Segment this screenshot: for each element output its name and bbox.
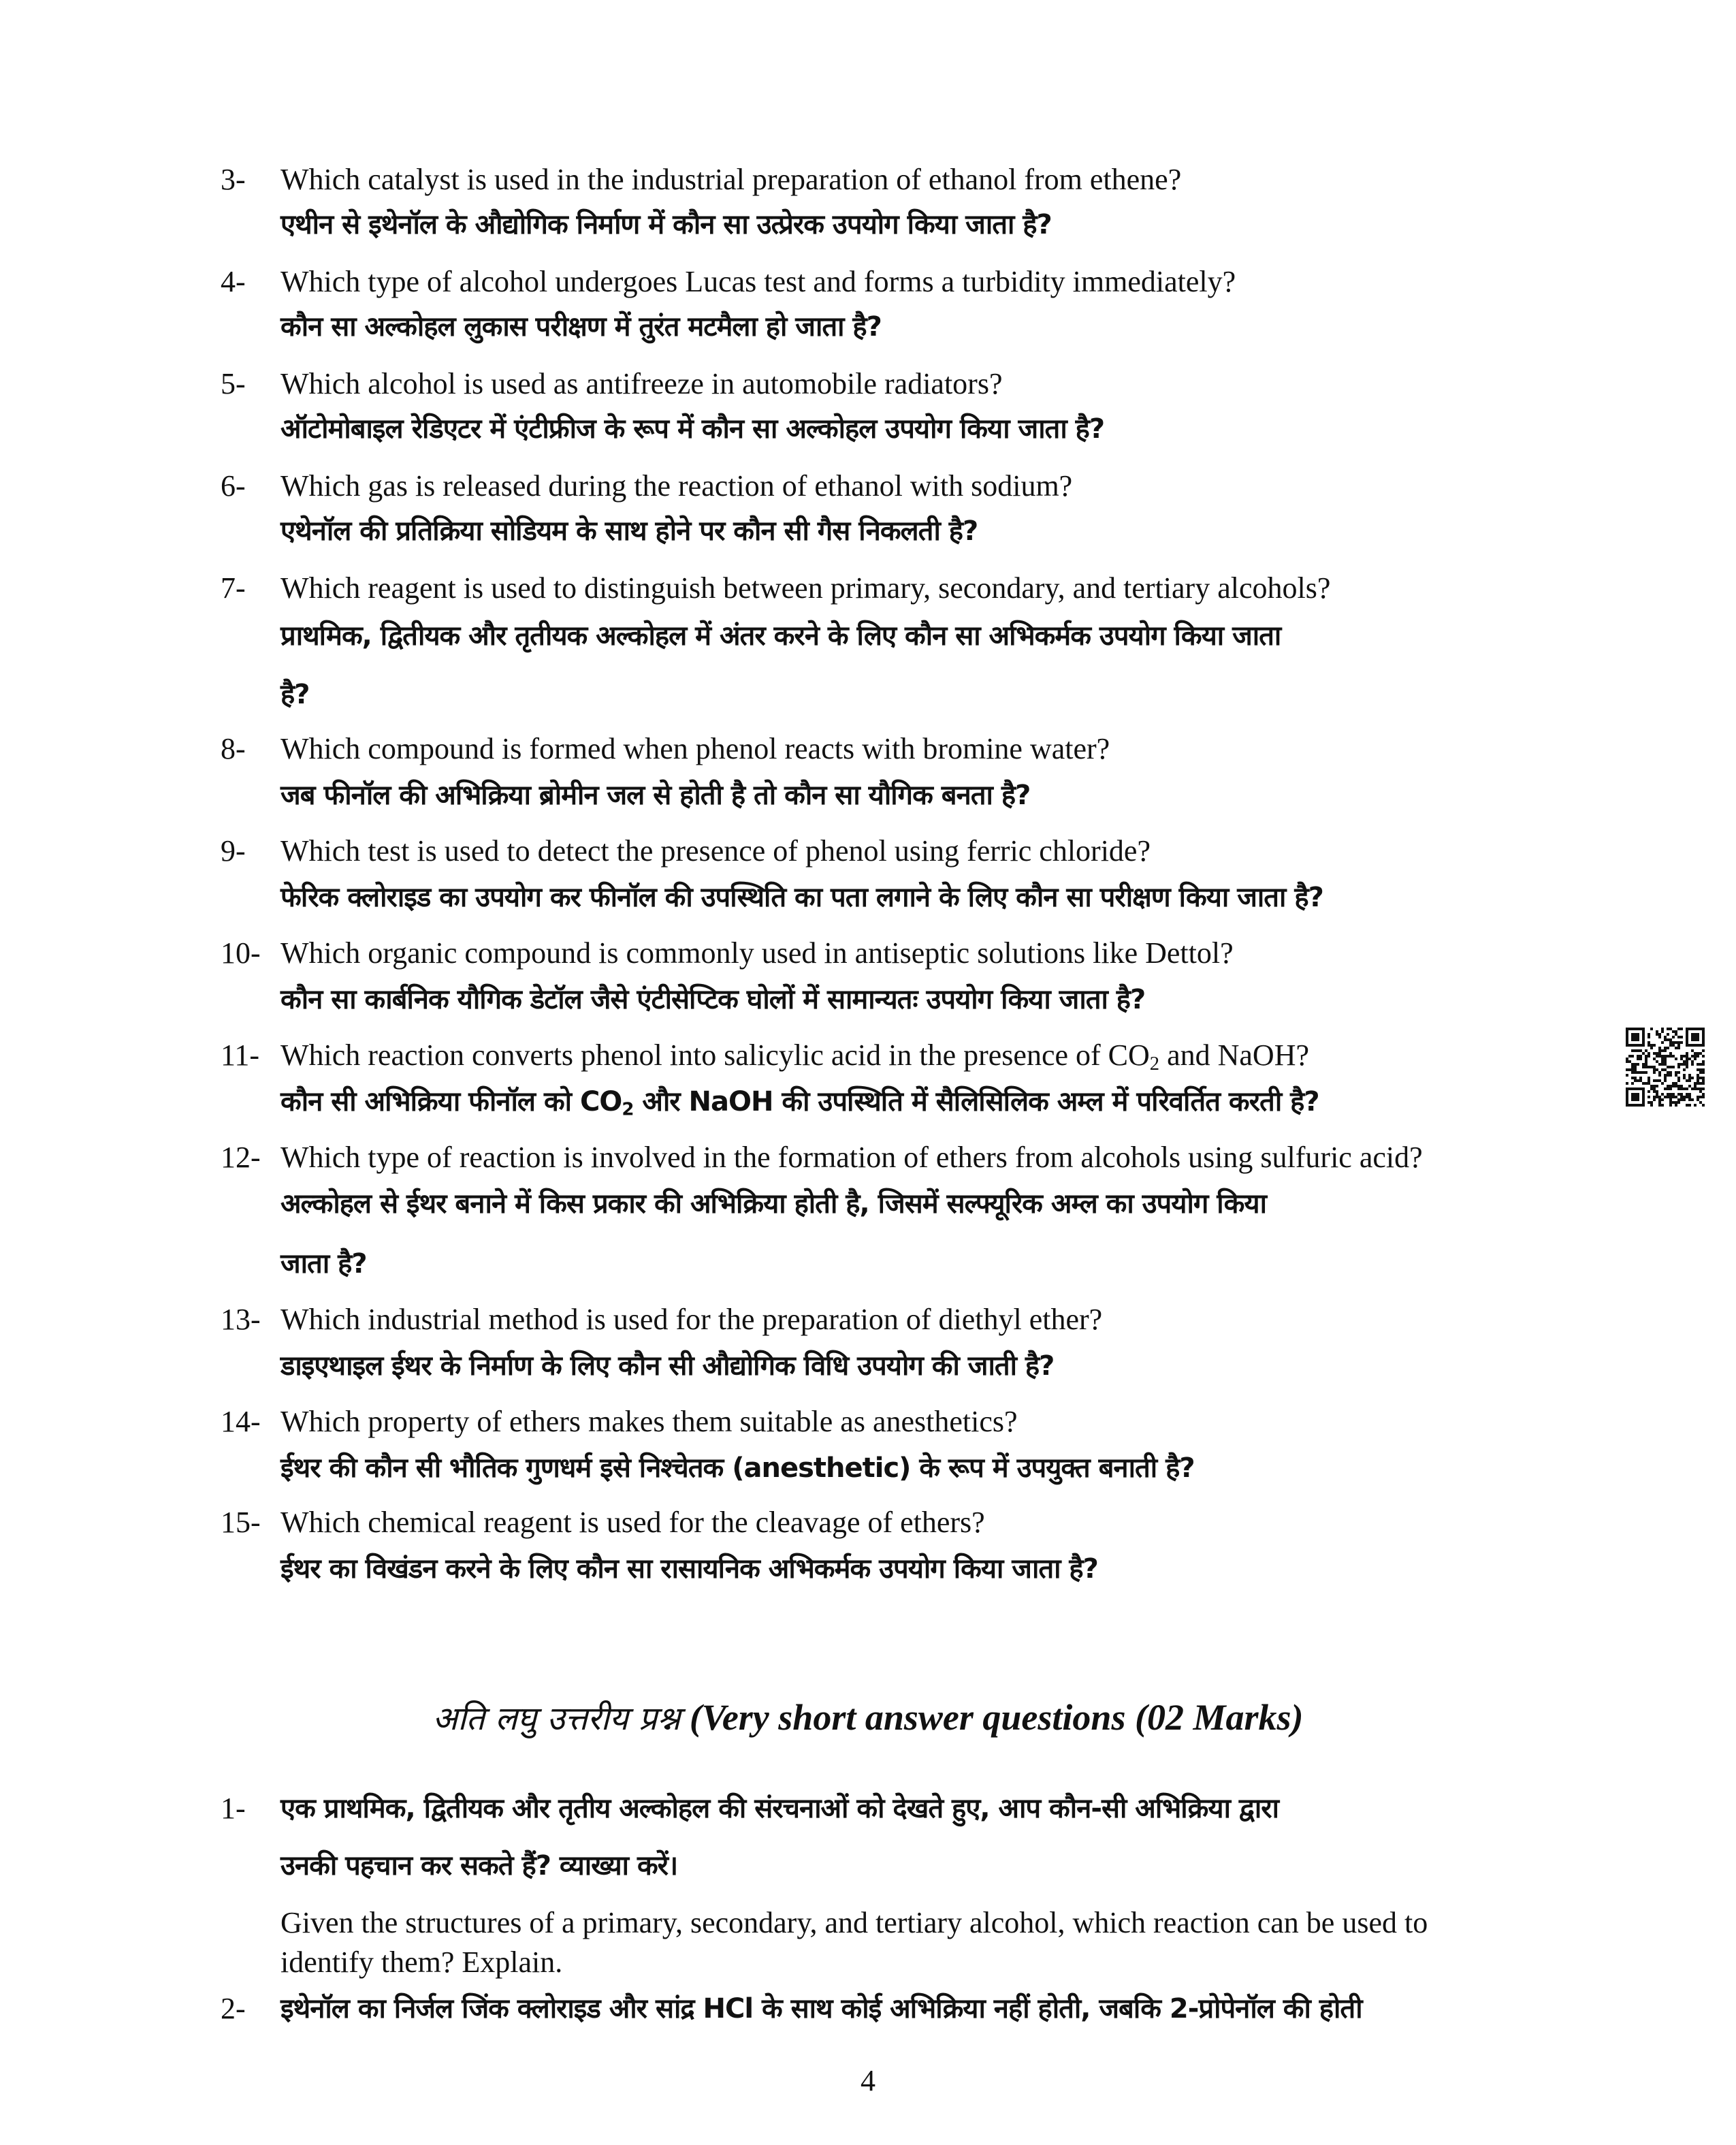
qr-code-icon xyxy=(1626,1027,1705,1107)
question-english: Which property of ethers makes them suitable as anesthetics? xyxy=(280,1405,1018,1438)
question-number: 9- xyxy=(221,834,246,868)
question-english: Which alcohol is used as antifreeze in automobile radiators? xyxy=(280,367,1003,400)
section-heading-hindi: अति लघु उत्तरीय प्रश्न xyxy=(432,1700,681,1738)
question-number: 11- xyxy=(221,1038,260,1072)
question-hindi: है? xyxy=(280,679,310,710)
question-number: 3- xyxy=(221,163,246,196)
question-english: Which test is used to detect the presence of phenol using ferric chloride? xyxy=(280,834,1151,868)
short-question-hindi: उनकी पहचान कर सकते हैं? व्याख्या करें। xyxy=(280,1850,678,1881)
short-question-number: 1- xyxy=(221,1792,246,1825)
short-question-english: Given the structures of a primary, secondary, and tertiary alcohol, which reaction can be used to xyxy=(280,1906,1428,1939)
question-hindi: जब फीनॉल की अभिक्रिया ब्रोमीन जल से होती है तो कौन सा यौगिक बनता है? xyxy=(280,780,1031,811)
question-hindi: अल्कोहल से ईथर बनाने में किस प्रकार की अभिक्रिया होती है, जिसमें सल्फ्यूरिक अम्ल का उपयोग किया xyxy=(280,1188,1266,1220)
question-english: Which reaction converts phenol into salicylic acid in the presence of $CO_2$ and NaOH? xyxy=(280,1038,1309,1075)
question-number: 7- xyxy=(221,571,246,605)
question-hindi: ईथर की कौन सी भौतिक गुणधर्म इसे निश्चेतक (anesthetic) के रूप में उपयुक्त बनाती है? xyxy=(280,1452,1195,1484)
question-number: 12- xyxy=(221,1141,261,1174)
question-hindi: ऑटोमोबाइल रेडिएटर में एंटीफ्रीज के रूप में कौन सा अल्कोहल उपयोग किया जाता है? xyxy=(280,413,1105,445)
question-english: Which type of reaction is involved in the formation of ethers from alcohols using sulfuric acid? xyxy=(280,1141,1423,1174)
question-number: 14- xyxy=(221,1405,261,1438)
question-number: 8- xyxy=(221,732,246,765)
question-english: Which reagent is used to distinguish between primary, secondary, and tertiary alcohols? xyxy=(280,571,1331,605)
question-english: Which compound is formed when phenol reacts with bromine water? xyxy=(280,732,1110,765)
question-english: Which gas is released during the reaction of ethanol with sodium? xyxy=(280,469,1073,503)
question-hindi: कौन सा कार्बनिक यौगिक डेटॉल जैसे एंटीसेप्टिक घोलों में सामान्यतः उपयोग किया जाता है? xyxy=(280,984,1146,1015)
question-hindi: डाइएथाइल ईथर के निर्माण के लिए कौन सी औद्योगिक विधि उपयोग की जाती है? xyxy=(280,1350,1055,1382)
question-hindi: फेरिक क्लोराइड का उपयोग कर फीनॉल की उपस्थिति का पता लगाने के लिए कौन सा परीक्षण किया जाता है? xyxy=(280,882,1323,913)
short-question-hindi: इथेनॉल का निर्जल जिंक क्लोराइड और सांद्र HCl के साथ कोई अभिक्रिया नहीं होती, जबकि 2-प्रोपेनॉल की होती xyxy=(280,1993,1362,2024)
question-english: Which type of alcohol undergoes Lucas test and forms a turbidity immediately? xyxy=(280,265,1236,298)
question-hindi: कौन सा अल्कोहल लुकास परीक्षण में तुरंत मटमैला हो जाता है? xyxy=(280,311,882,343)
short-question-hindi: एक प्राथमिक, द्वितीयक और तृतीय अल्कोहल की संरचनाओं को देखते हुए, आप कौन-सी अभिक्रिया द्वारा xyxy=(280,1793,1279,1824)
section-heading-english: (Very short answer questions (02 Marks) xyxy=(689,1697,1304,1738)
question-number: 13- xyxy=(221,1303,261,1336)
short-question-number: 2- xyxy=(221,1992,246,2025)
question-number: 4- xyxy=(221,265,246,298)
question-number: 5- xyxy=(221,367,246,400)
question-hindi: एथीन से इथेनॉल के औद्योगिक निर्माण में कौन सा उत्प्रेरक उपयोग किया जाता है? xyxy=(280,209,1052,240)
question-english: Which industrial method is used for the preparation of diethyl ether? xyxy=(280,1303,1103,1336)
question-hindi: एथेनॉल की प्रतिक्रिया सोडियम के साथ होने पर कौन सी गैस निकलती है? xyxy=(280,515,978,547)
question-english: Which organic compound is commonly used in antiseptic solutions like Dettol? xyxy=(280,936,1234,970)
short-question-english: identify them? Explain. xyxy=(280,1945,563,1979)
question-number: 15- xyxy=(221,1506,261,1539)
page-number: 4 xyxy=(861,2064,875,2097)
section-heading xyxy=(0,1696,1736,1740)
question-hindi: जाता है? xyxy=(280,1248,367,1280)
question-english: Which catalyst is used in the industrial preparation of ethanol from ethene? xyxy=(280,163,1182,196)
question-hindi: कौन सी अभिक्रिया फीनॉल को $CO_2$ और NaOH की उपस्थिति में सैलिसिलिक अम्ल में परिवर्तित करती है? xyxy=(280,1086,1319,1120)
question-hindi: प्राथमिक, द्वितीयक और तृतीयक अल्कोहल में अंतर करने के लिए कौन सा अभिकर्मक उपयोग किया जाता xyxy=(280,620,1281,652)
question-number: 6- xyxy=(221,469,246,503)
question-number: 10- xyxy=(221,936,261,970)
question-english: Which chemical reagent is used for the cleavage of ethers? xyxy=(280,1506,985,1539)
question-hindi: ईथर का विखंडन करने के लिए कौन सा रासायनिक अभिकर्मक उपयोग किया जाता है? xyxy=(280,1553,1098,1585)
